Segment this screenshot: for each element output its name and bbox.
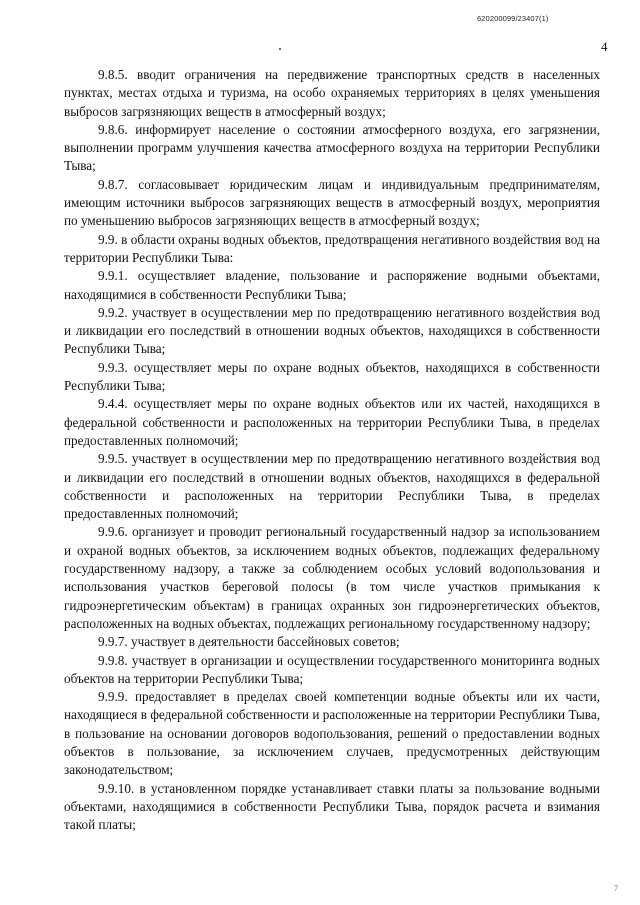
paragraph-9-4-4: 9.4.4. осуществляет меры по охране водных объектов или их частей, находящихся в федеральной собственности и расположенных на территории Республики Тыва, в пределах предоставленных полномочий; [64,396,600,448]
corner-mark: 7 [614,884,618,893]
paragraph-9-9: 9.9. в области охраны водных объектов, предотвращения негативного воздействия вод на территории Республики Тыва: [64,231,600,265]
document-code: 620200099/23407(1) [477,14,549,23]
paragraph-9-8-5: 9.8.5. вводит ограничения на передвижение транспортных средств в населенных пунктах, местах отдыха и туризма, на особо охраняемых территориях в целях уменьшения выбросов загрязняющих веществ в атмосферный воздух; [64,67,600,119]
paragraph-9-8-6: 9.8.6. информирует население о состоянии атмосферного воздуха, его загрязнении, выполнении программ улучшения качества атмосферного воздуха на территории Республики Тыва; [64,121,600,174]
page-number: 4 [601,39,608,54]
paragraph-9-9-2: 9.9.2. участвует в осуществлении мер по предотвращению негативного воздействия вод и ликвидации его последствий в отношении водных объектов, находящихся в собственности Республики Тыва; [64,304,600,357]
paragraph-9-9-6: 9.9.6. организует и проводит региональный государственный надзор за использованием и охраной водных объектов, за исключением водных объектов, подлежащих федеральному государственному надзору, а также за соблюдением особых условий водопользования и использования участков береговой полосы (в том числе участков примыкания к гидроэнергетическим объектам) в границах охранных зон гидроэнергетических объектов, расположенных на водных объектах, подлежащих региональному государственному надзору; [64,524,600,631]
paragraph-9-9-10: 9.9.10. в установленном порядке устанавливает ставки платы за пользование водными объектами, находящимися в собственности Республики Тыва, порядок расчета и взимания такой платы; [64,780,600,833]
paragraph-9-9-9: 9.9.9. предоставляет в пределах своей компетенции водные объекты или их части, находящиеся в федеральной собственности и расположенные на территории Республики Тыва, в пользование на основании договоров водопользования, решений о предоставлении водных объектов в пользование, за исключением случаев, предусмотренных действующим законодательством; [64,689,600,778]
document-body [64,66,600,834]
paragraph-9-9-3: 9.9.3. осуществляет меры по охране водных объектов, находящихся в собственности Республики Тыва; [64,359,600,394]
paragraph-9-9-8: 9.9.8. участвует в организации и осуществлении государственного мониторинга водных объектов на территории Республики Тыва; [64,652,600,686]
stray-dot-mark [279,48,281,50]
paragraph-9-8-7: 9.8.7. согласовывает юридическим лицам и индивидуальным предпринимателям, имеющим источники выбросов загрязняющих веществ в атмосферный воздух, мероприятия по уменьшению выбросов загрязняющих веществ в атмосферный воздух; [64,176,600,229]
paragraph-9-9-1: 9.9.1. осуществляет владение, пользование и распоряжение водными объектами, находящимися в собственности Республики Тыва; [64,268,600,302]
paragraph-9-9-7: 9.9.7. участвует в деятельности бассейновых советов; [98,634,400,650]
paragraph-9-9-5: 9.9.5. участвует в осуществлении мер по предотвращению негативного воздействия вод и ликвидации его последствий в отношении водных объектов, находящихся в федеральной собственности и расположенных на территории Республики Тыва, в пределах предоставленных полномочий; [64,451,600,522]
